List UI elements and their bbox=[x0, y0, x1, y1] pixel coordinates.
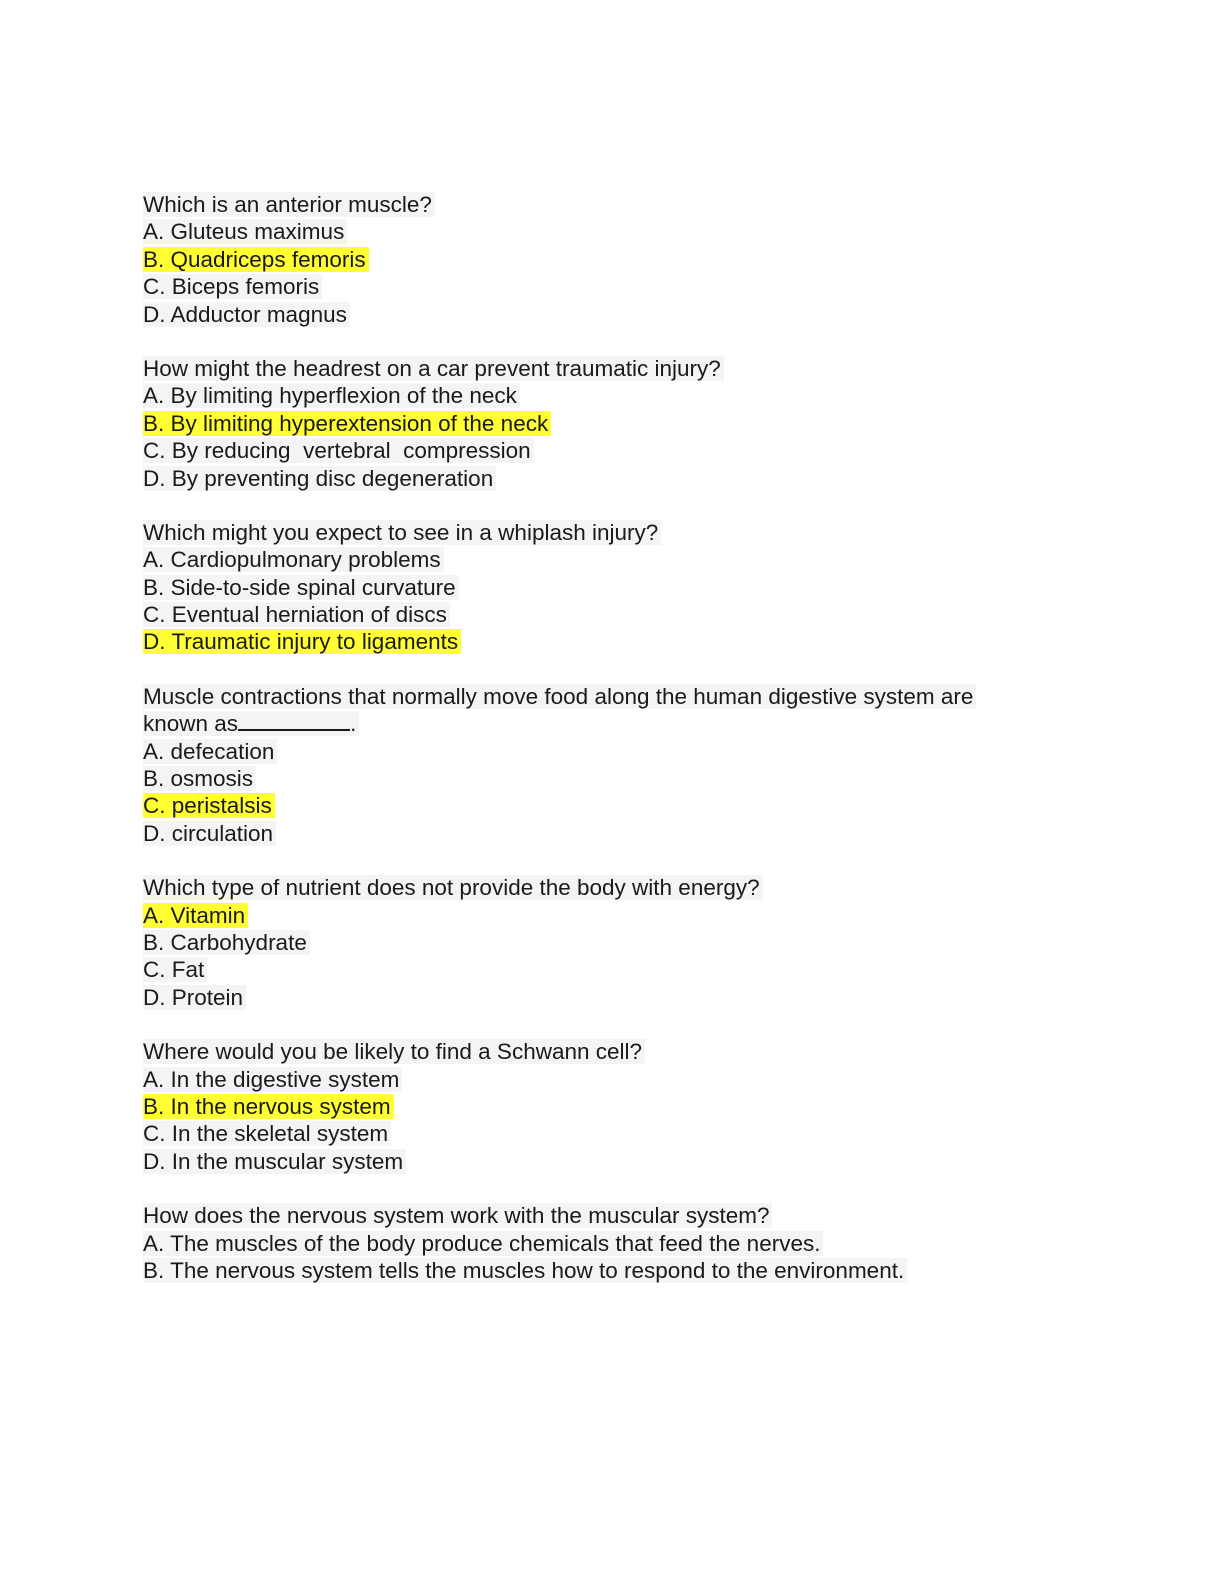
question-block bbox=[143, 874, 1083, 1011]
answer-option: B. The nervous system tells the muscles how to respond to the environment. bbox=[143, 1257, 1083, 1284]
question-stem: Which is an anterior muscle? bbox=[143, 191, 1083, 218]
question-block bbox=[143, 355, 1083, 492]
quiz-content bbox=[143, 191, 1083, 1311]
answer-option: D. Protein bbox=[143, 984, 1083, 1011]
answer-option: B. Side-to-side spinal curvature bbox=[143, 574, 1083, 601]
question-stem: Which type of nutrient does not provide the body with energy? bbox=[143, 874, 1083, 901]
answer-option: A. Gluteus maximus bbox=[143, 218, 1083, 245]
answer-option: A. In the digestive system bbox=[143, 1066, 1083, 1093]
question-stem: How might the headrest on a car prevent traumatic injury? bbox=[143, 355, 1083, 382]
fill-in-blank bbox=[238, 711, 350, 731]
answer-option: C. Eventual herniation of discs bbox=[143, 601, 1083, 628]
answer-option: B. osmosis bbox=[143, 765, 1083, 792]
question-stem: Where would you be likely to find a Schwann cell? bbox=[143, 1038, 1083, 1065]
question-stem: Which might you expect to see in a whiplash injury? bbox=[143, 519, 1083, 546]
answer-option: D. By preventing disc degeneration bbox=[143, 465, 1083, 492]
stem-punctuation: . bbox=[350, 711, 357, 737]
answer-option: D. In the muscular system bbox=[143, 1148, 1083, 1175]
question-block bbox=[143, 1202, 1083, 1284]
question-block bbox=[143, 683, 1083, 847]
answer-option-correct: B. In the nervous system bbox=[143, 1093, 1083, 1120]
answer-option: C. Fat bbox=[143, 956, 1083, 983]
answer-option-correct: C. peristalsis bbox=[143, 792, 1083, 819]
answer-option-correct: A. Vitamin bbox=[143, 902, 1083, 929]
question-stem: Muscle contractions that normally move food along the human digestive system are bbox=[143, 683, 1083, 710]
answer-option: A. Cardiopulmonary problems bbox=[143, 546, 1083, 573]
answer-option: C. In the skeletal system bbox=[143, 1120, 1083, 1147]
answer-option-correct: B. Quadriceps femoris bbox=[143, 246, 1083, 273]
answer-option: A. By limiting hyperflexion of the neck bbox=[143, 382, 1083, 409]
answer-option: A. The muscles of the body produce chemicals that feed the nerves. bbox=[143, 1230, 1083, 1257]
answer-option: C. Biceps femoris bbox=[143, 273, 1083, 300]
answer-option: C. By reducing vertebral compression bbox=[143, 437, 1083, 464]
question-stem-continued bbox=[143, 710, 1083, 737]
answer-option: D. circulation bbox=[143, 820, 1083, 847]
question-block bbox=[143, 1038, 1083, 1175]
answer-option-correct: B. By limiting hyperextension of the neck bbox=[143, 410, 1083, 437]
answer-option: D. Adductor magnus bbox=[143, 301, 1083, 328]
question-block bbox=[143, 519, 1083, 656]
answer-option: A. defecation bbox=[143, 738, 1083, 765]
question-block bbox=[143, 191, 1083, 328]
answer-option: B. Carbohydrate bbox=[143, 929, 1083, 956]
answer-option-correct: D. Traumatic injury to ligaments bbox=[143, 628, 1083, 655]
stem-text: known as bbox=[143, 711, 239, 737]
question-stem: How does the nervous system work with the muscular system? bbox=[143, 1202, 1083, 1229]
